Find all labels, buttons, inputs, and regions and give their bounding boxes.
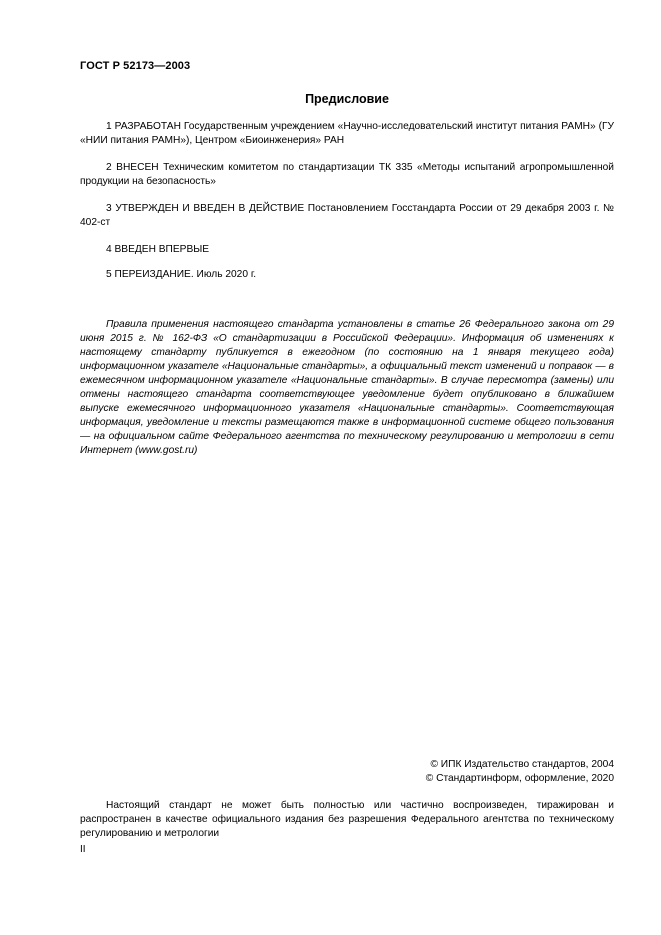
page-number: II [80, 844, 86, 855]
copyright-line-design: © Стандартинформ, оформление, 2020 [425, 773, 614, 784]
preface-item-developed: 1 РАЗРАБОТАН Государственным учреждением «Научно-исследовательский институт питания РАМН» (ГУ «НИИ питания РАМН»), Центром «Биоинженерия» РАН [80, 121, 614, 146]
section-title: Предисловие [305, 92, 389, 106]
preface-list [80, 120, 614, 293]
copyright-block [426, 758, 614, 786]
application-rules-note: Правила применения настоящего стандарта установлены в статье 26 Федерального закона от 29 июня 2015 г. № 162-ФЗ «О стандартизации в Российской Федерации». Информация об изменениях к настоящему стандарту публикуется в ежегодном (по состоянию на 1 января текущего года) информационном указателе «Национальные стандарты», а официальный текст изменений и поправок — в ежемесячном информационном указателе «Национальные стандарты». В случае пересмотра (замены) или отмены настоящего стандарта соответствующее уведомление будет опубликовано в ближайшем выпуске ежемесячного информационного указателя «Национальные стандарты». Соответствующая информация, уведомление и тексты размещаются также в информационной системе общего пользования — на официальном сайте Федерального агентства по техническому регулированию и метрологии в сети Интернет (www.gost.ru) [80, 319, 614, 456]
preface-item-approved: 3 УТВЕРЖДЕН И ВВЕДЕН В ДЕЙСТВИЕ Постановлением Госстандарта России от 29 декабря 2003 г. № 402-ст [80, 203, 614, 228]
document-code: ГОСТ Р 52173—2003 [80, 60, 191, 72]
reproduction-restriction: Настоящий стандарт не может быть полностью или частично воспроизведен, тиражирован и распространен в качестве официального издания без разрешения Федерального агентства по техническому регулированию и метрологии [80, 800, 614, 839]
preface-item-reissue: 5 ПЕРЕИЗДАНИЕ. Июль 2020 г. [106, 269, 257, 280]
copyright-line-publisher: © ИПК Издательство стандартов, 2004 [430, 759, 614, 770]
preface-item-introduced: 4 ВВЕДЕН ВПЕРВЫЕ [106, 244, 210, 255]
preface-item-submitted: 2 ВНЕСЕН Техническим комитетом по стандартизации ТК 335 «Методы испытаний агропромышленной продукции на безопасность» [80, 162, 614, 187]
